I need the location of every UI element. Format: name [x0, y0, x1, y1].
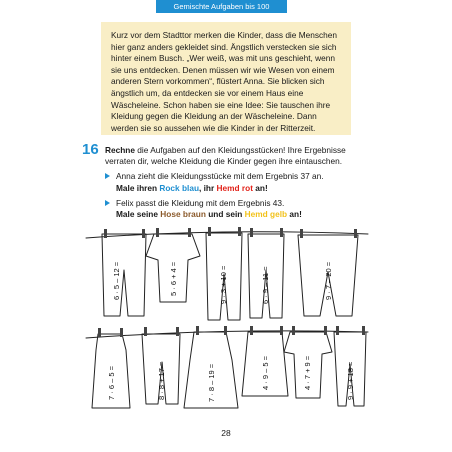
task-intro [105, 145, 355, 167]
clothesline-illustration [82, 220, 372, 418]
bottom-task-1: 7 · 6 – 5 = [107, 366, 116, 400]
bullet-felix-male: Male [116, 209, 135, 220]
bottom-task-4: 4 · 9 – 5 = [261, 356, 270, 390]
top-task-2: 5 · 6 + 4 = [169, 261, 178, 296]
bullet-anna-end: an! [252, 182, 268, 193]
triangle-bullet-icon [105, 200, 110, 206]
bullet-felix-mid2: und sein [205, 209, 245, 220]
task-intro-rest: die Aufgaben auf den Kleidungsstücken! Ihre Ergebnisse verraten dir, welche Kleidung die Kinder gegen ihre eintauschen. [105, 145, 346, 167]
triangle-bullet-icon [105, 173, 110, 179]
felix-pants-color: Hose braun [160, 209, 206, 220]
top-task-5: 9 · 7 – 20 = [324, 261, 333, 300]
page-number: 28 [221, 428, 231, 438]
task-number: 16 [82, 141, 99, 158]
bottom-task-6: 9 · 9 + 18 = [346, 361, 355, 400]
bullet-anna-mid1: ihren [134, 182, 160, 193]
anna-shirt-color: Hemd rot [216, 182, 253, 193]
bullet-anna-male: Male [116, 182, 135, 193]
felix-shirt-color: Hemd gelb [244, 209, 288, 220]
pants-1 [102, 234, 146, 316]
bullet-felix-mid1: seine [134, 209, 161, 220]
story-box [101, 22, 351, 135]
bottom-task-3: 7 · 8 – 19 = [207, 363, 216, 402]
top-task-1: 6 · 5 – 12 = [112, 261, 121, 300]
story-text: Kurz vor dem Stadttor merken die Kinder, dass die Menschen hier ganz anders gekleidet sind. Ängstlich verstecken sie sich hinter einem Busch. „Wer weiß, was mit uns geschieht, wenn sie uns entdecken. Denen müssen wir wie Wesen von einem anderen Stern vorkommen“, flüstert Anna. Sie blicken sich ängstlich um, da entdecken sie vor einem Haus eine Wäscheleine. Schon haben sie eine Idee: Sie tauschen ihre Kleidung gegen die Kleidung an der Wäscheleine. Dann werden sie so aussehen wie die Kinder in der Ritterzeit. [111, 30, 337, 133]
task-intro-verb: Rechne [105, 145, 135, 155]
bullet-felix [105, 198, 355, 220]
bottom-task-2: 8 · 8 + 17 = [157, 361, 166, 400]
bullet-felix-line: Felix passt die Kleidung mit dem Ergebnis 43. [116, 197, 285, 208]
top-task-4: 6 · 9 – 11 = [261, 266, 270, 304]
bullet-anna-line: Anna zieht die Kleidungsstücke mit dem Ergebnis 37 an. [116, 171, 324, 182]
bullet-anna [105, 171, 355, 193]
anna-skirt-color: Rock blau [159, 182, 200, 193]
task-instructions [105, 145, 355, 224]
bottom-task-5: 4 · 7 + 9 = [303, 355, 312, 390]
bullet-felix-end: an! [287, 209, 302, 220]
top-task-3: 9 · 3 + 10 = [219, 265, 228, 304]
bullet-anna-mid2: , ihr [199, 182, 217, 193]
chapter-header: Gemischte Aufgaben bis 100 [156, 0, 287, 13]
